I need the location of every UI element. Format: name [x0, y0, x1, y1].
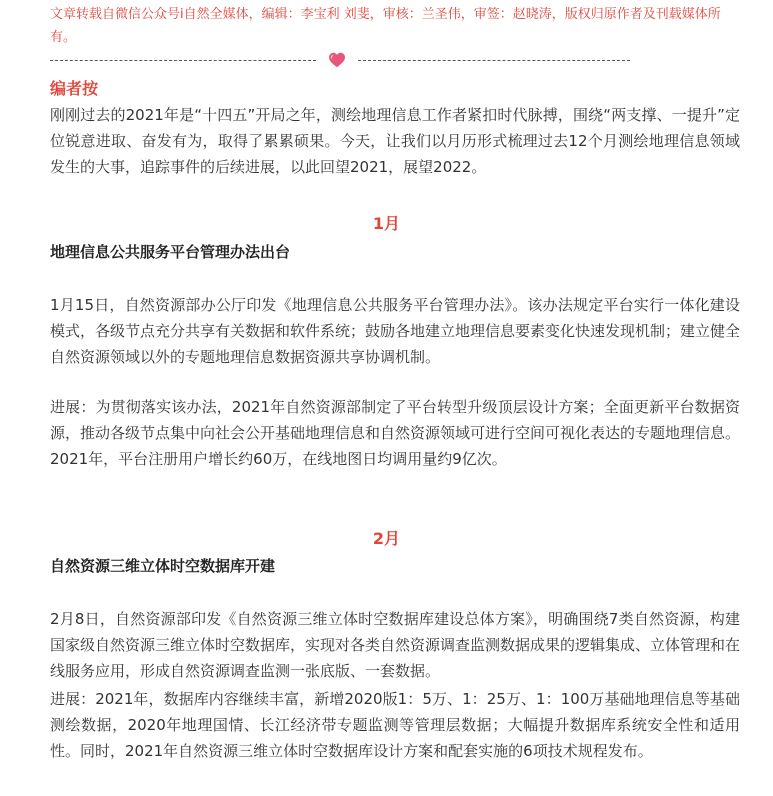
editor-note-title: 编者按	[50, 79, 99, 98]
divider-line-left	[50, 60, 316, 61]
source-note: 文章转载自微信公众号i自然全媒体，编辑：李宝利 刘斐，审核：兰圣伟，审签：赵晓涛，版权归原作者及刊载媒体所有。	[50, 7, 721, 45]
topic-progress-feb: 进展：2021年，数据库内容继续丰富，新增2020版1：5万、1：25万、1：100万基础地理信息等基础测绘数据，2020年地理国情、长江经济带专题监测等管理层数据；大幅提升数据库系统安全性和适用性。同时，2021年自然资源三维立体时空数据库设计方案和配套实施的6项技术规程发布。	[50, 690, 740, 760]
month-heading-feb: 2月	[372, 529, 401, 548]
topic-progress-jan: 进展：为贯彻落实该办法，2021年自然资源部制定了平台转型升级顶层设计方案；全面更新平台数据资源，推动各级节点集中向社会公开基础地理信息和自然资源领域可进行空间可视化表达的专题地理信息。2021年，平台注册用户增长约60万，在线地图日均调用量约9亿次。	[50, 398, 741, 468]
divider-line-right	[358, 60, 630, 61]
topic-title-feb: 自然资源三维立体时空数据库开建	[50, 557, 276, 575]
month-heading-jan: 1月	[372, 214, 401, 233]
heart-icon	[328, 52, 346, 68]
topic-title-jan: 地理信息公共服务平台管理办法出台	[50, 243, 291, 261]
topic-body-feb: 2月8日，自然资源部印发《自然资源三维立体时空数据库建设总体方案》，明确围绕7类自然资源，构建国家级自然资源三维立体时空数据库，实现对各类自然资源调查监测数据成果的逻辑集成、立体管理和在线服务应用，形成自然资源调查监测一张底版、一套数据。	[50, 610, 741, 680]
topic-body-jan: 1月15日，自然资源部办公厅印发《地理信息公共服务平台管理办法》。该办法规定平台实行一体化建设模式，各级节点充分共享有关数据和软件系统；鼓励各地建立地理信息要素变化快速发现机制；建立健全自然资源领域以外的专题地理信息数据资源共享协调机制。	[50, 296, 741, 366]
section-divider	[50, 52, 630, 68]
editor-note-text: 刚刚过去的2021年是“十四五”开局之年，测绘地理信息工作者紧扣时代脉搏，围绕“两支撑、一提升”定位锐意进取、奋发有为，取得了累累硕果。今天，让我们以月历形式梳理过去12个月测绘地理信息领域发生的大事，追踪事件的后续进展，以此回望2021，展望2022。	[50, 106, 740, 176]
